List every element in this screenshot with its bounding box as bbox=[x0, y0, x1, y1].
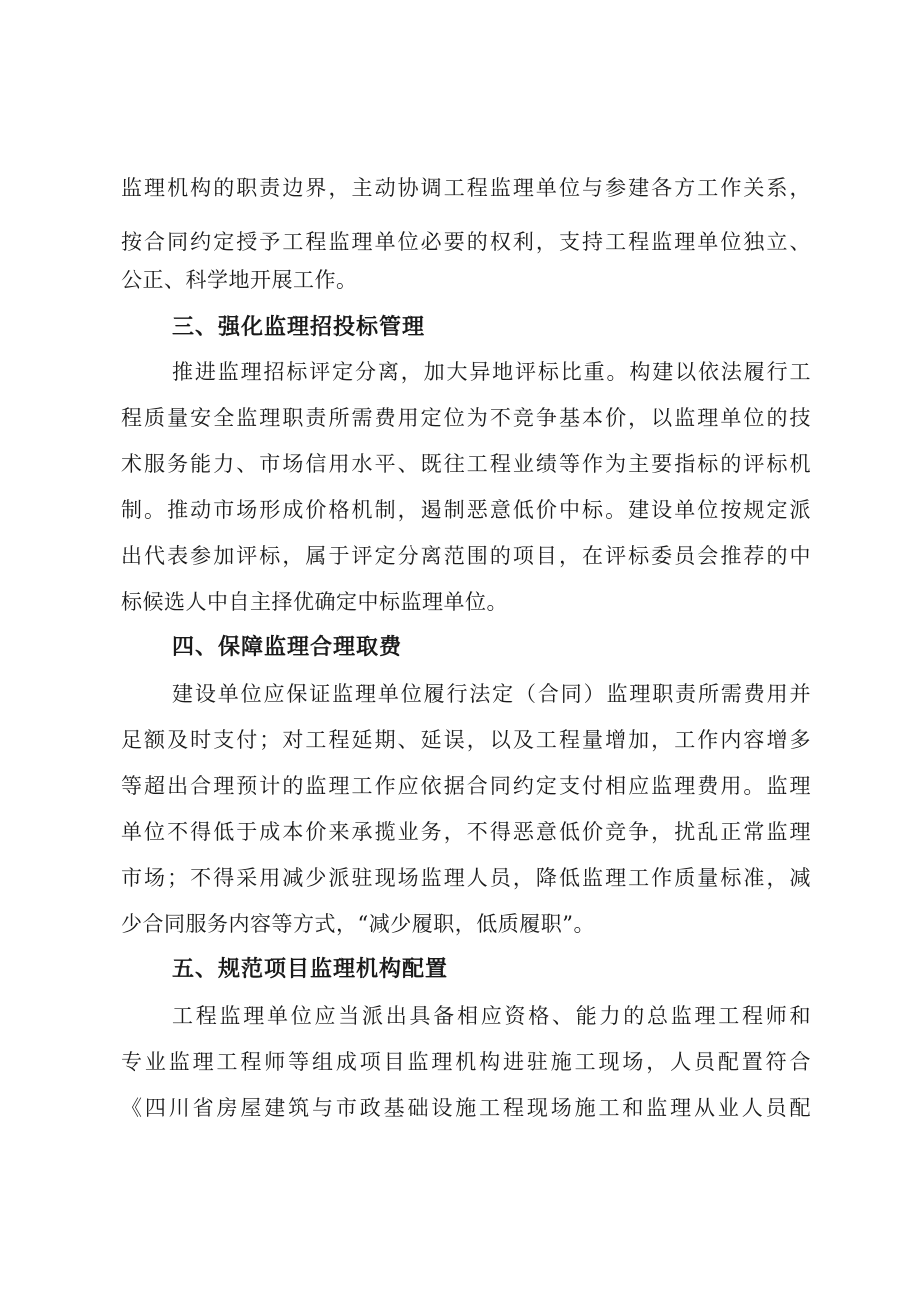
section-5-line-2: 专业监理工程师等组成项目监理机构进驻施工现场，人员配置符合 bbox=[121, 1050, 811, 1074]
intro-line-1: 监理机构的职责边界，主动协调工程监理单位与参建各方工作关系， bbox=[121, 176, 811, 200]
section-4-line-3: 等超出合理预计的监理工作应依据合同约定支付相应监理费用。监理 bbox=[121, 774, 811, 798]
section-4-line-2: 足额及时支付；对工程延期、延误，以及工程量增加，工作内容增多 bbox=[121, 728, 811, 752]
section-3-line-3: 术服务能力、市场信用水平、既往工程业绩等作为主要指标的评标机 bbox=[121, 452, 811, 476]
section-3-line-2: 程质量安全监理职责所需费用定位为不竞争基本价，以监理单位的技 bbox=[121, 406, 811, 430]
section-4-line-1: 建设单位应保证监理单位履行法定（合同）监理职责所需费用并 bbox=[172, 682, 811, 706]
section-5-line-3: 《四川省房屋建筑与市政基础设施工程现场施工和监理从业人员配 bbox=[121, 1096, 811, 1120]
intro-line-3: 公正、科学地开展工作。 bbox=[121, 268, 358, 292]
section-5-line-1: 工程监理单位应当派出具备相应资格、能力的总监理工程师和 bbox=[172, 1004, 811, 1028]
section-5-heading: 五、规范项目监理机构配置 bbox=[172, 957, 449, 982]
section-3-line-1: 推进监理招标评定分离，加大异地评标比重。构建以依法履行工 bbox=[172, 360, 811, 384]
intro-line-2: 按合同约定授予工程监理单位必要的权利，支持工程监理单位独立、 bbox=[121, 230, 811, 254]
section-4-line-4: 单位不得低于成本价来承揽业务，不得恶意低价竞争，扰乱正常监理 bbox=[121, 820, 811, 844]
section-3-heading: 三、强化监理招投标管理 bbox=[172, 315, 426, 340]
section-4-line-5: 市场；不得采用减少派驻现场监理人员，降低监理工作质量标准，减 bbox=[121, 866, 811, 890]
section-4-heading: 四、保障监理合理取费 bbox=[172, 635, 403, 660]
section-3-line-5: 出代表参加评标，属于评定分离范围的项目，在评标委员会推荐的中 bbox=[121, 544, 811, 568]
section-3-line-6: 标候选人中自主择优确定中标监理单位。 bbox=[121, 590, 508, 614]
section-3-line-4: 制。推动市场形成价格机制，遏制恶意低价中标。建设单位按规定派 bbox=[121, 498, 811, 522]
section-4-line-6: 少合同服务内容等方式，“减少履职，低质履职”。 bbox=[121, 912, 595, 936]
